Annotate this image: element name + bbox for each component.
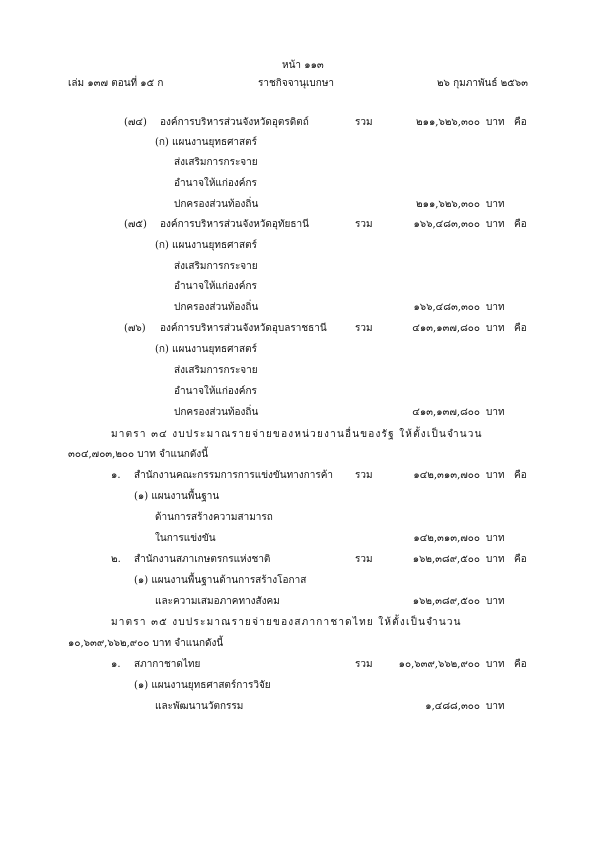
baht-label: บาท bbox=[486, 554, 505, 565]
total-amount: ๑๖๒,๓๘๙,๕๐๐ bbox=[412, 554, 480, 565]
section-heading: มาตรา ๓๔ งบประมาณรายจ่ายของหน่วยงานอื่นของรัฐ ให้ตั้งเป็นจำนวน bbox=[111, 429, 483, 440]
sub-amount: ๑,๔๘๘,๓๐๐ bbox=[425, 701, 480, 712]
baht-label: บาท bbox=[486, 470, 505, 481]
journal-title: ราชกิจจานุเบกษา bbox=[258, 78, 335, 89]
baht-label: บาท bbox=[486, 302, 505, 313]
org-name: องค์การบริหารส่วนจังหวัดอุบลราชธานี bbox=[160, 323, 327, 334]
plan-line: ปกครองส่วนท้องถิ่น bbox=[174, 302, 259, 313]
org-name: องค์การบริหารส่วนจังหวัดอุทัยธานี bbox=[160, 219, 309, 230]
section-continuation: ๓๐๔,๗๐๓,๒๐๐ บาท จำแนกดังนี้ bbox=[68, 449, 209, 460]
total-amount: ๑๐,๖๓๙,๖๖๒,๙๐๐ bbox=[398, 659, 480, 670]
entry-number: (๗๖) bbox=[124, 323, 146, 334]
plan-title: (๑) แผนงานพื้นฐานด้านการสร้างโอกาส bbox=[134, 575, 307, 586]
section-continuation: ๑๐,๖๓๙,๖๖๒,๙๐๐ บาท จำแนกดังนี้ bbox=[68, 638, 224, 649]
item-number: ๑. bbox=[111, 659, 121, 670]
baht-label: บาท bbox=[486, 701, 505, 712]
plan-title: (ก) แผนงานยุทธศาสตร์ bbox=[155, 240, 257, 251]
plan-title: (ก) แผนงานยุทธศาสตร์ bbox=[155, 344, 257, 355]
issue-date: ๒๖ กุมภาพันธ์ ๒๕๖๓ bbox=[436, 78, 528, 89]
sub-amount: ๔๑๓,๑๓๗,๘๐๐ bbox=[412, 407, 480, 418]
sub-amount: ๑๔๒,๓๑๓,๗๐๐ bbox=[413, 533, 480, 544]
sum-label: รวม bbox=[355, 117, 373, 128]
plan-line: ส่งเสริมการกระจาย bbox=[174, 157, 258, 168]
item-number: ๑. bbox=[111, 470, 121, 481]
plan-line: อำนาจให้แก่องค์กร bbox=[174, 281, 257, 292]
page-number: หน้า ๑๑๓ bbox=[282, 60, 324, 71]
khue-label: คือ bbox=[514, 117, 527, 128]
entry-number: (๗๔) bbox=[124, 117, 147, 128]
section-heading: มาตรา ๓๕ งบประมาณรายจ่ายของสภากาชาดไทย ให้ตั้งเป็นจำนวน bbox=[111, 617, 462, 628]
plan-line: ส่งเสริมการกระจาย bbox=[174, 261, 258, 272]
sub-amount: ๑๖๒,๓๘๙,๕๐๐ bbox=[412, 596, 480, 607]
org-name: สำนักงานสภาเกษตรกรแห่งชาติ bbox=[134, 554, 271, 565]
baht-label: บาท bbox=[486, 323, 505, 334]
plan-title: (๑) แผนงานพื้นฐาน bbox=[134, 491, 220, 502]
org-name: สำนักงานคณะกรรมการการแข่งขันทางการค้า bbox=[134, 470, 334, 481]
sum-label: รวม bbox=[355, 323, 373, 334]
volume-issue: เล่ม ๑๓๗ ตอนที่ ๑๕ ก bbox=[68, 78, 164, 89]
sum-label: รวม bbox=[355, 554, 373, 565]
baht-label: บาท bbox=[486, 199, 505, 210]
total-amount: ๔๑๓,๑๓๗,๘๐๐ bbox=[412, 323, 480, 334]
sum-label: รวม bbox=[355, 470, 373, 481]
baht-label: บาท bbox=[486, 117, 505, 128]
total-amount: ๒๑๑,๖๒๖,๓๐๐ bbox=[416, 117, 480, 128]
org-name: องค์การบริหารส่วนจังหวัดอุตรดิตถ์ bbox=[160, 117, 309, 128]
plan-line: อำนาจให้แก่องค์กร bbox=[174, 386, 257, 397]
total-amount: ๑๔๒,๓๑๓,๗๐๐ bbox=[413, 470, 480, 481]
khue-label: คือ bbox=[514, 554, 527, 565]
plan-line: ในการแข่งขัน bbox=[155, 533, 216, 544]
plan-line: ด้านการสร้างความสามารถ bbox=[155, 512, 273, 523]
plan-line: อำนาจให้แก่องค์กร bbox=[174, 178, 257, 189]
item-number: ๒. bbox=[111, 554, 121, 565]
sub-amount: ๑๖๖,๔๘๓,๓๐๐ bbox=[413, 302, 480, 313]
khue-label: คือ bbox=[514, 219, 527, 230]
plan-line: ปกครองส่วนท้องถิ่น bbox=[174, 199, 259, 210]
total-amount: ๑๖๖,๔๘๓,๓๐๐ bbox=[413, 219, 480, 230]
khue-label: คือ bbox=[514, 323, 527, 334]
baht-label: บาท bbox=[486, 596, 505, 607]
org-name: สภากาชาดไทย bbox=[134, 659, 201, 670]
plan-line: และพัฒนานวัตกรรม bbox=[155, 701, 244, 712]
baht-label: บาท bbox=[486, 219, 505, 230]
khue-label: คือ bbox=[514, 659, 527, 670]
sum-label: รวม bbox=[355, 219, 373, 230]
plan-line: และความเสมอภาคทางสังคม bbox=[155, 596, 280, 607]
plan-title: (ก) แผนงานยุทธศาสตร์ bbox=[155, 137, 257, 148]
khue-label: คือ bbox=[514, 470, 527, 481]
baht-label: บาท bbox=[486, 407, 505, 418]
plan-title: (๑) แผนงานยุทธศาสตร์การวิจัย bbox=[134, 680, 271, 691]
entry-number: (๗๕) bbox=[124, 219, 147, 230]
baht-label: บาท bbox=[486, 533, 505, 544]
baht-label: บาท bbox=[486, 659, 505, 670]
sub-amount: ๒๑๑,๖๒๖,๓๐๐ bbox=[416, 199, 480, 210]
plan-line: ปกครองส่วนท้องถิ่น bbox=[174, 407, 259, 418]
sum-label: รวม bbox=[355, 659, 373, 670]
plan-line: ส่งเสริมการกระจาย bbox=[174, 365, 258, 376]
